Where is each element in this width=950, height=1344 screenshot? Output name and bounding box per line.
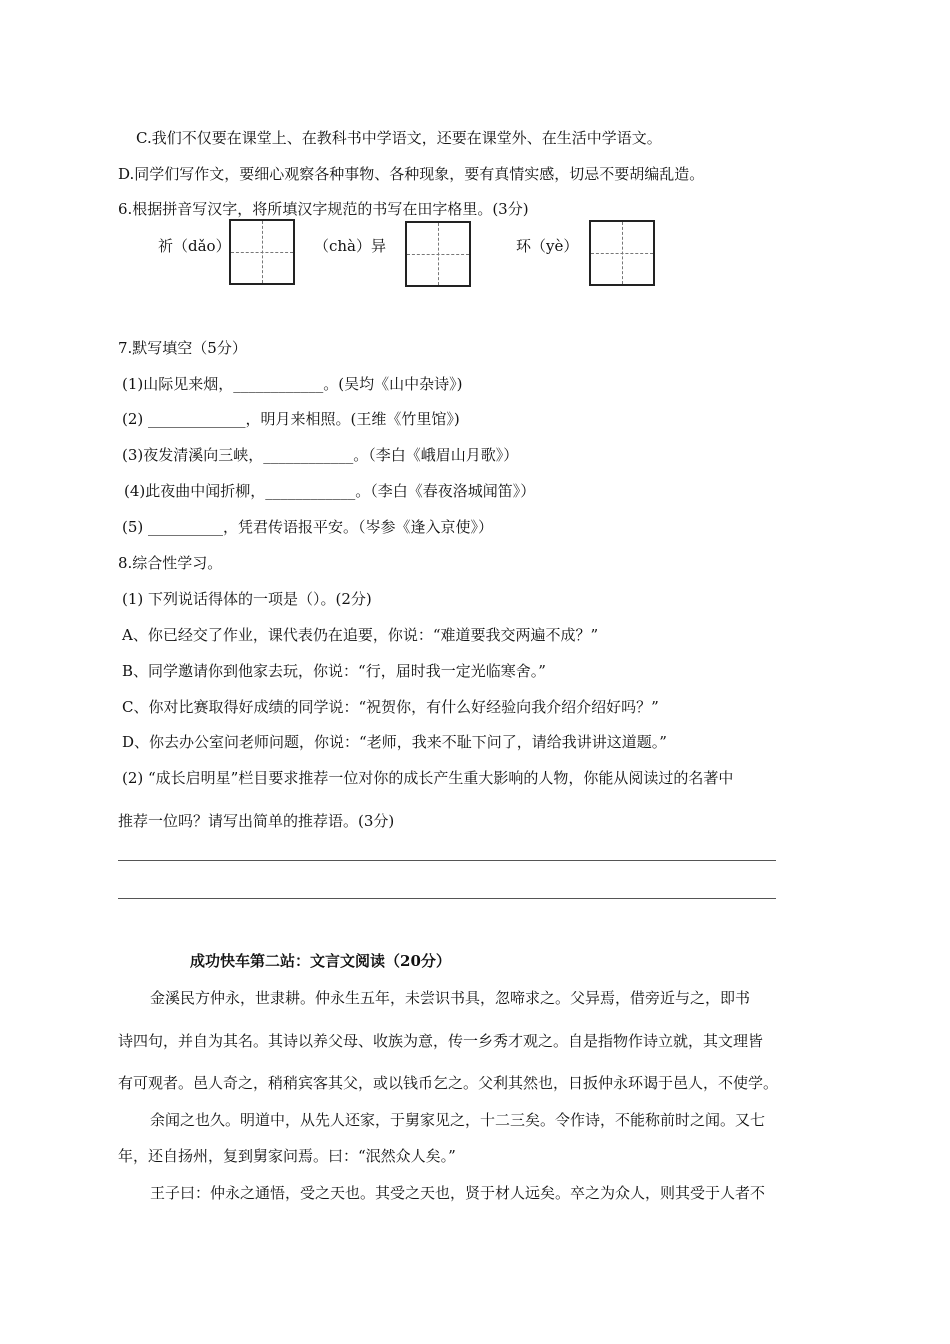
q6-item-3-label: 环（yè） [516,237,579,255]
q7-line-1: (1)山际见来烟，____________。(吴均《山中杂诗》) [122,375,463,393]
q8-option-a: A、你已经交了作业，课代表仍在追要，你说：“难道要我交两遍不成？” [122,626,599,644]
q7-title: 7.默写填空（5分） [118,339,247,357]
passage-line-4: 余闻之也久。明道中，从先人还家，于舅家见之，十二三矣。令作诗，不能称前时之闻。又七 [150,1111,766,1129]
q7-line-4: (4)此夜曲中闻折柳，____________。（李白《春夜洛城闻笛》） [124,482,536,500]
passage-line-5: 年，还自扬州，复到舅家问焉。曰：“泯然众人矣。” [118,1147,456,1165]
q7-line-5: (5) __________，凭君传语报平安。（岑参《逢入京使》） [122,518,494,536]
q8-title: 8.综合性学习。 [118,554,223,572]
tianzige-box-2[interactable] [405,221,471,287]
q5-option-c: C.我们不仅要在课堂上、在教科书中学语文，还要在课堂外、在生活中学语文。 [136,129,662,147]
passage-line-2: 诗四句，并自为其名。其诗以养父母、收族为意，传一乡秀才观之。自是指物作诗立就，其文理皆 [118,1032,764,1050]
q7-line-3: (3)夜发清溪向三峡，____________。（李白《峨眉山月歌》） [122,446,519,464]
section-heading: 成功快车第二站：文言文阅读（20分） [190,952,451,970]
q6-item-2-label: （chà）异 [314,237,387,255]
q5-option-d: D.同学们写作文，要细心观察各种事物、各种现象，要有真情实感，切忌不要胡编乱造。 [118,165,705,183]
q8-option-b: B、同学邀请你到他家去玩，你说：“行，届时我一定光临寒舍。” [122,662,546,680]
passage-line-6: 王子曰：仲永之通悟，受之天也。其受之天也，贤于材人远矣。卒之为众人，则其受于人者不 [150,1184,766,1202]
answer-line-2[interactable] [118,898,776,899]
q8-option-d: D、你去办公室问老师问题，你说：“老师，我来不耻下问了，请给我讲讲这道题。” [122,733,667,751]
answer-line-1[interactable] [118,860,776,861]
q8-sub2-line-2: 推荐一位吗？请写出简单的推荐语。(3分) [118,812,395,830]
tianzige-box-3[interactable] [589,220,655,286]
q6-title: 6.根据拼音写汉字，将所填汉字规范的书写在田字格里。(3分) [118,200,529,218]
passage-line-1: 金溪民方仲永，世隶耕。仲永生五年，未尝识书具，忽啼求之。父异焉，借旁近与之，即书 [150,989,751,1007]
tianzige-box-1[interactable] [229,219,295,285]
q7-line-2: (2) _____________，明月来相照。(王维《竹里馆》) [122,410,460,428]
q8-sub2-line-1: (2) “成长启明星”栏目要求推荐一位对你的成长产生重大影响的人物，你能从阅读过的名著中 [122,769,734,787]
q8-option-c: C、你对比赛取得好成绩的同学说：“祝贺你，有什么好经验向我介绍介绍好吗？” [122,698,659,716]
passage-line-3: 有可观者。邑人奇之，稍稍宾客其父，或以钱币乞之。父利其然也，日扳仲永环谒于邑人，不使学。 [118,1074,779,1092]
q8-sub1: (1) 下列说话得体的一项是（）。(2分) [122,590,372,608]
q6-item-1-label: 祈（dǎo） [158,237,231,255]
